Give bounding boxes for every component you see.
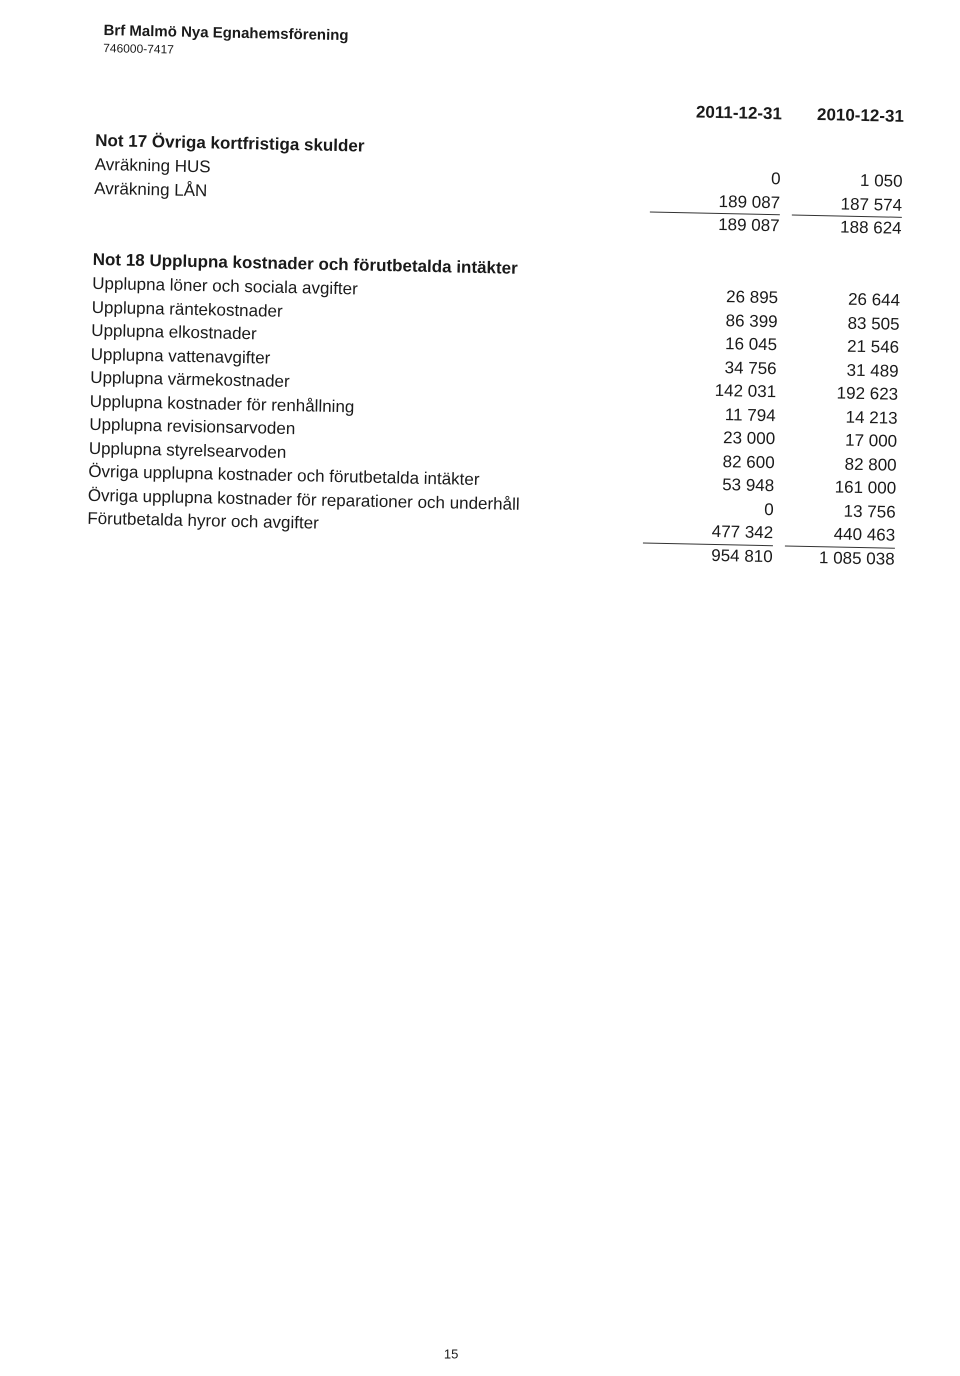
value-2010: 26 644 (847, 289, 901, 310)
organization-name: Brf Malmö Nya Egnahemsförening (103, 22, 349, 45)
row-label: Upplupna revisionsarvoden (89, 414, 296, 439)
column-header-2010: 2010-12-31 (816, 105, 905, 126)
value-2011: 82 600 (722, 451, 775, 472)
row-label: Förutbetalda hyror och avgifter (87, 508, 320, 533)
note-18-title: Not 18 Upplupna kostnader och förutbetalda intäkter (92, 249, 518, 278)
total-2011: 954 810 (711, 545, 773, 566)
row-label: Upplupna värmekostnader (90, 367, 290, 392)
value-2011: 16 045 (724, 334, 778, 355)
value-2010: 192 623 (836, 383, 899, 404)
note-17-section (94, 129, 916, 241)
row-label: Avräkning HUS (94, 154, 211, 177)
total-2011: 189 087 (717, 214, 780, 236)
row-label: Upplupna kostnader för renhållning (89, 391, 355, 416)
value-2010: 1 050 (859, 170, 903, 191)
value-2011: 0 (764, 499, 774, 519)
row-label: Upplupna elkostnader (91, 320, 257, 344)
row-label: Upplupna styrelsearvoden (88, 438, 287, 462)
note-17-title: Not 17 Övriga kortfristiga skulder (95, 130, 365, 156)
value-2010: 14 213 (845, 407, 898, 428)
note-18-section (87, 248, 913, 571)
row-label: Upplupna räntekostnader (91, 297, 283, 321)
row-label: Övriga upplupna kostnader och förutbetalda intäkter (88, 461, 480, 490)
value-2010: 83 505 (847, 313, 900, 334)
value-2010: 440 463 (785, 521, 895, 548)
value-2011: 86 399 (725, 310, 778, 331)
value-2011: 11 794 (724, 404, 776, 425)
row-label: Upplupna löner och sociala avgifter (92, 273, 358, 299)
row-label: Upplupna vattenavgifter (90, 344, 271, 368)
value-2011: 34 756 (724, 357, 777, 378)
value-2011: 23 000 (722, 428, 776, 449)
value-2011: 477 342 (643, 518, 773, 545)
row-label: Avräkning LÅN (94, 178, 208, 200)
page-number: 15 (443, 1346, 459, 1362)
organization-number: 746000-7417 (103, 41, 175, 57)
value-2010: 161 000 (834, 477, 897, 498)
total-2010: 1 085 038 (818, 547, 895, 569)
value-2011: 26 895 (725, 287, 779, 308)
value-2011: 142 031 (714, 380, 777, 402)
value-2011: 0 (770, 169, 781, 189)
value-2011: 189 087 (650, 188, 780, 215)
value-2011: 53 948 (721, 475, 775, 496)
value-2010: 31 489 (846, 360, 899, 381)
value-2010: 187 574 (792, 191, 902, 218)
total-2010: 188 624 (839, 217, 902, 238)
column-header-2011: 2011-12-31 (695, 102, 783, 124)
row-label: Övriga upplupna kostnader för reparationer och underhåll (87, 485, 520, 514)
value-2010: 13 756 (843, 501, 896, 522)
value-2010: 82 800 (844, 454, 897, 475)
value-2010: 17 000 (844, 430, 898, 451)
value-2010: 21 546 (846, 336, 900, 357)
